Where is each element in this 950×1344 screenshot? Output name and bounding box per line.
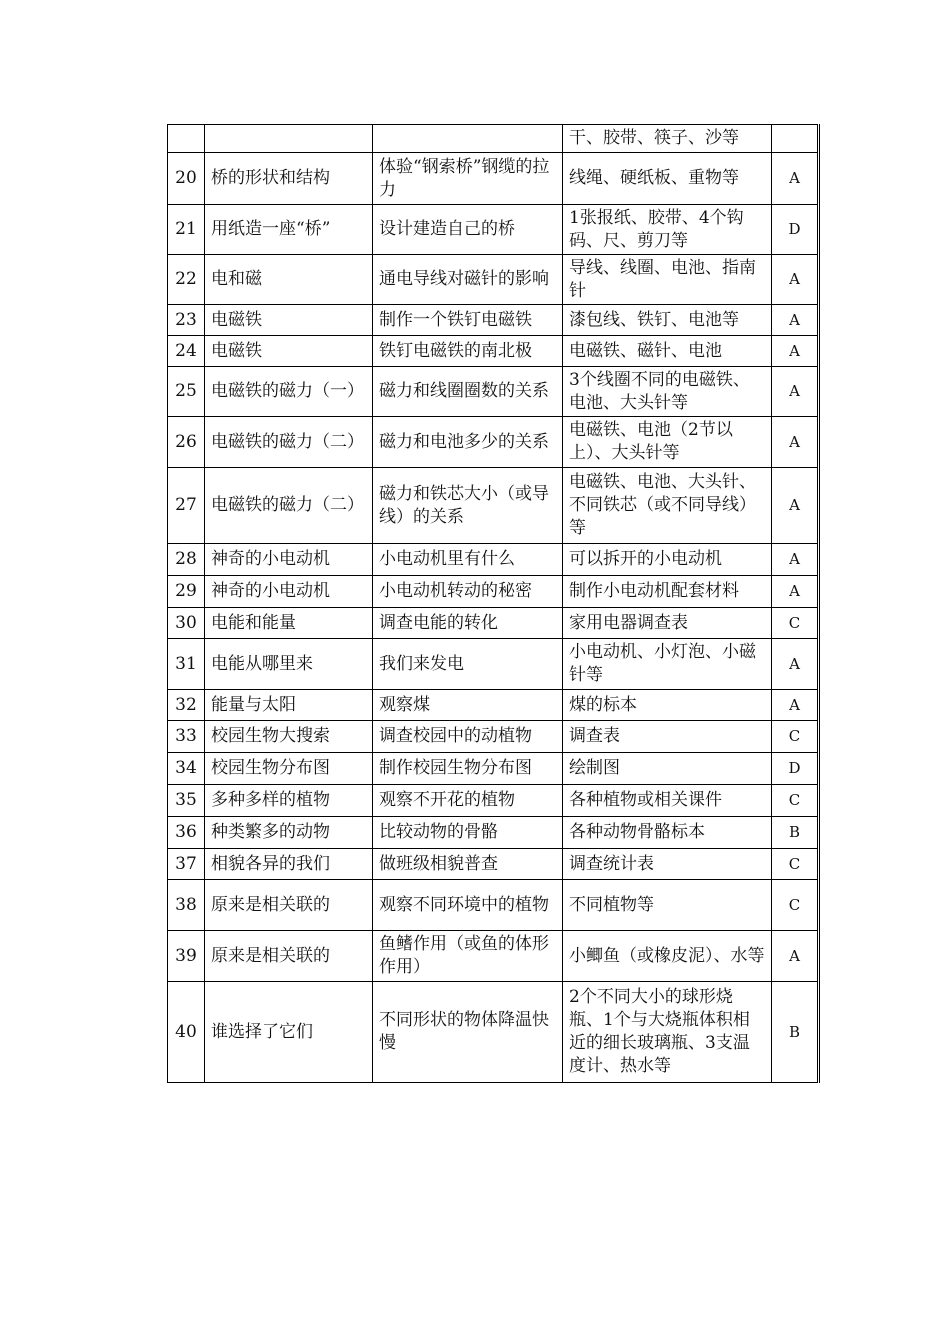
- level-cell: B: [772, 982, 819, 1083]
- materials-cell: 各种植物或相关课件: [563, 785, 772, 817]
- materials-cell: 调查统计表: [563, 849, 772, 880]
- row-number: 23: [168, 305, 205, 336]
- lesson-cell: 原来是相关联的: [205, 931, 373, 982]
- table-row: [168, 125, 819, 153]
- materials-cell: 电磁铁、磁针、电池: [563, 336, 772, 367]
- activity-cell: 调查校园中的动植物: [373, 721, 563, 753]
- level-cell: A: [772, 576, 819, 608]
- activity-cell: 小电动机里有什么: [373, 544, 563, 576]
- materials-cell: 3个线圈不同的电磁铁、电池、大头针等: [563, 367, 772, 417]
- table-row: [168, 785, 819, 817]
- activity-cell: 制作校园生物分布图: [373, 753, 563, 785]
- activity-cell: 观察不开花的植物: [373, 785, 563, 817]
- activity-cell: 小电动机转动的秘密: [373, 576, 563, 608]
- table-row: [168, 468, 819, 544]
- materials-cell: 电磁铁、电池、大头针、不同铁芯（或不同导线）等: [563, 468, 772, 544]
- activity-cell: 磁力和电池多少的关系: [373, 417, 563, 468]
- level-cell: C: [772, 608, 819, 639]
- activity-cell: [373, 125, 563, 153]
- activity-cell: 制作一个铁钉电磁铁: [373, 305, 563, 336]
- level-cell: A: [772, 931, 819, 982]
- table-row: [168, 753, 819, 785]
- table-row: [168, 817, 819, 849]
- activity-cell: 铁钉电磁铁的南北极: [373, 336, 563, 367]
- level-cell: C: [772, 880, 819, 931]
- table-row: [168, 982, 819, 1083]
- activity-cell: 磁力和线圈圈数的关系: [373, 367, 563, 417]
- lesson-cell: 校园生物大搜索: [205, 721, 373, 753]
- materials-cell: 调查表: [563, 721, 772, 753]
- level-cell: D: [772, 205, 819, 255]
- row-number: 26: [168, 417, 205, 468]
- lesson-cell: 神奇的小电动机: [205, 576, 373, 608]
- row-number: 31: [168, 639, 205, 690]
- level-cell: A: [772, 255, 819, 305]
- table-row: [168, 417, 819, 468]
- materials-cell: 小鲫鱼（或橡皮泥）、水等: [563, 931, 772, 982]
- materials-cell: 家用电器调查表: [563, 608, 772, 639]
- lesson-cell: 能量与太阳: [205, 690, 373, 721]
- level-cell: A: [772, 690, 819, 721]
- row-number: 28: [168, 544, 205, 576]
- lesson-cell: 电和磁: [205, 255, 373, 305]
- lesson-cell: 电能从哪里来: [205, 639, 373, 690]
- level-cell: [772, 125, 819, 153]
- row-number: 24: [168, 336, 205, 367]
- lesson-cell: 谁选择了它们: [205, 982, 373, 1083]
- row-number: 29: [168, 576, 205, 608]
- activity-cell: 观察不同环境中的植物: [373, 880, 563, 931]
- row-number: 34: [168, 753, 205, 785]
- row-number: [168, 125, 205, 153]
- level-cell: A: [772, 367, 819, 417]
- row-number: 35: [168, 785, 205, 817]
- lesson-cell: 多种多样的植物: [205, 785, 373, 817]
- lesson-cell: 电磁铁的磁力（二）: [205, 468, 373, 544]
- activity-cell: 不同形状的物体降温快慢: [373, 982, 563, 1083]
- row-number: 33: [168, 721, 205, 753]
- table-row: [168, 880, 819, 931]
- lesson-cell: 用纸造一座“桥”: [205, 205, 373, 255]
- row-number: 21: [168, 205, 205, 255]
- lesson-cell: 校园生物分布图: [205, 753, 373, 785]
- level-cell: A: [772, 544, 819, 576]
- lesson-cell: 原来是相关联的: [205, 880, 373, 931]
- row-number: 37: [168, 849, 205, 880]
- row-number: 38: [168, 880, 205, 931]
- table-row: [168, 153, 819, 205]
- activity-cell: 调查电能的转化: [373, 608, 563, 639]
- level-cell: A: [772, 468, 819, 544]
- table-row: [168, 367, 819, 417]
- activity-cell: 比较动物的骨骼: [373, 817, 563, 849]
- activity-cell: 鱼鳍作用（或鱼的体形作用）: [373, 931, 563, 982]
- activity-cell: 磁力和铁芯大小（或导线）的关系: [373, 468, 563, 544]
- materials-cell: 绘制图: [563, 753, 772, 785]
- materials-cell: 干、胶带、筷子、沙等: [563, 125, 772, 153]
- table-row: [168, 608, 819, 639]
- table-body: [168, 125, 819, 1083]
- row-number: 20: [168, 153, 205, 205]
- table-row: [168, 849, 819, 880]
- materials-cell: 制作小电动机配套材料: [563, 576, 772, 608]
- lesson-cell: 电磁铁的磁力（一）: [205, 367, 373, 417]
- materials-cell: 各种动物骨骼标本: [563, 817, 772, 849]
- materials-cell: 可以拆开的小电动机: [563, 544, 772, 576]
- level-cell: A: [772, 639, 819, 690]
- level-cell: C: [772, 849, 819, 880]
- level-cell: A: [772, 305, 819, 336]
- level-cell: A: [772, 417, 819, 468]
- row-number: 22: [168, 255, 205, 305]
- row-number: 32: [168, 690, 205, 721]
- level-cell: A: [772, 336, 819, 367]
- materials-cell: 电磁铁、电池（2节以上）、大头针等: [563, 417, 772, 468]
- materials-cell: 线绳、硬纸板、重物等: [563, 153, 772, 205]
- materials-cell: 1张报纸、胶带、4个钩码、尺、剪刀等: [563, 205, 772, 255]
- table-row: [168, 576, 819, 608]
- level-cell: D: [772, 753, 819, 785]
- row-number: 27: [168, 468, 205, 544]
- materials-cell: 煤的标本: [563, 690, 772, 721]
- level-cell: B: [772, 817, 819, 849]
- table-row: [168, 336, 819, 367]
- table-row: [168, 639, 819, 690]
- lesson-cell: [205, 125, 373, 153]
- materials-cell: 漆包线、铁钉、电池等: [563, 305, 772, 336]
- lesson-cell: 电能和能量: [205, 608, 373, 639]
- materials-cell: 不同植物等: [563, 880, 772, 931]
- table-row: [168, 544, 819, 576]
- row-number: 30: [168, 608, 205, 639]
- materials-cell: 小电动机、小灯泡、小磁针等: [563, 639, 772, 690]
- materials-cell: 2个不同大小的球形烧瓶、1个与大烧瓶体积相近的细长玻璃瓶、3支温度计、热水等: [563, 982, 772, 1083]
- table-row: [168, 305, 819, 336]
- activity-cell: 观察煤: [373, 690, 563, 721]
- lesson-cell: 种类繁多的动物: [205, 817, 373, 849]
- level-cell: C: [772, 785, 819, 817]
- table-row: [168, 255, 819, 305]
- materials-cell: 导线、线圈、电池、指南针: [563, 255, 772, 305]
- activity-cell: 体验“钢索桥”钢缆的拉力: [373, 153, 563, 205]
- lesson-cell: 电磁铁: [205, 305, 373, 336]
- lesson-cell: 桥的形状和结构: [205, 153, 373, 205]
- lesson-cell: 电磁铁: [205, 336, 373, 367]
- activity-cell: 做班级相貌普查: [373, 849, 563, 880]
- level-cell: A: [772, 153, 819, 205]
- row-number: 39: [168, 931, 205, 982]
- activity-cell: 我们来发电: [373, 639, 563, 690]
- experiment-table: [167, 124, 820, 1083]
- lesson-cell: 相貌各异的我们: [205, 849, 373, 880]
- row-number: 36: [168, 817, 205, 849]
- level-cell: C: [772, 721, 819, 753]
- table-row: [168, 205, 819, 255]
- table-row: [168, 721, 819, 753]
- table-row: [168, 690, 819, 721]
- lesson-cell: 电磁铁的磁力（二）: [205, 417, 373, 468]
- row-number: 25: [168, 367, 205, 417]
- row-number: 40: [168, 982, 205, 1083]
- lesson-cell: 神奇的小电动机: [205, 544, 373, 576]
- activity-cell: 通电导线对磁针的影响: [373, 255, 563, 305]
- activity-cell: 设计建造自己的桥: [373, 205, 563, 255]
- table-row: [168, 931, 819, 982]
